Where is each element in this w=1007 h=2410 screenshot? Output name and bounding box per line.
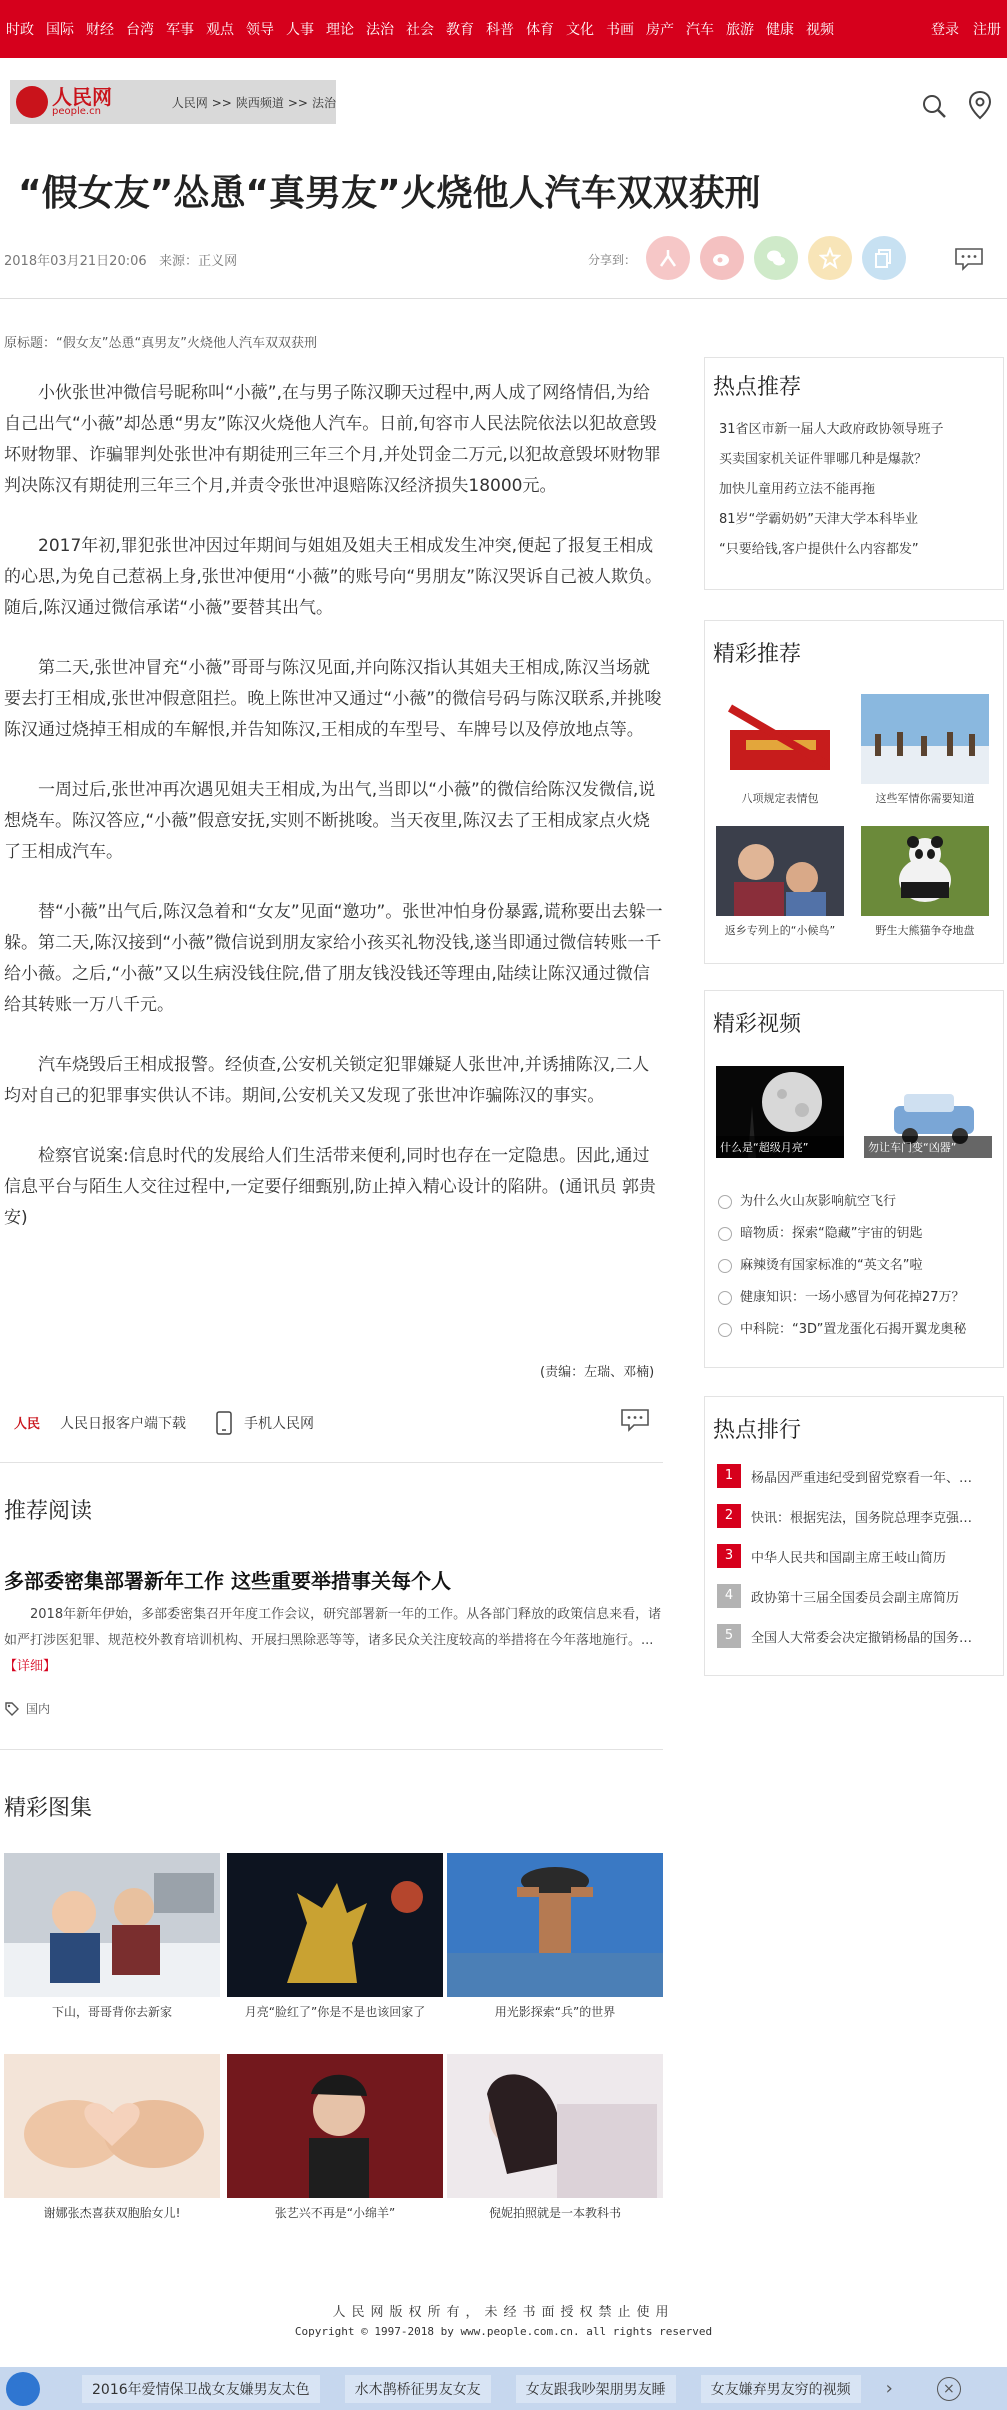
nav-item[interactable]: 书画: [606, 22, 634, 38]
footer-copyright: Copyright © 1997-2018 by www.people.com.cn. all rights reserved: [294, 2325, 713, 2338]
divider: [0, 1462, 663, 1463]
nav-item[interactable]: 观点: [206, 22, 234, 38]
video-thumb[interactable]: [864, 1066, 992, 1158]
article-paragraph: 一周过后,张世冲再次遇见姐夫王相成,为出气,当即以“小薇”的微信给陈汉发微信,说想烧车。陈汉答应,“小薇”假意安抚,实则不断挑唆。当天夜里,陈汉去了王相成家点火烧了王相成汽车。: [4, 780, 656, 862]
recommend-headline[interactable]: 多部委密集部署新年工作 这些重要举措事关每个人: [4, 1569, 451, 1593]
nav-item[interactable]: 时政: [6, 22, 34, 38]
comment-icon[interactable]: [954, 247, 984, 275]
login-link[interactable]: 登录: [931, 22, 959, 38]
gallery-item[interactable]: [227, 1853, 443, 2020]
tag-label[interactable]: 国内: [26, 1702, 51, 1716]
breadcrumb-item[interactable]: 陕西频道: [235, 95, 284, 110]
breadcrumb-item[interactable]: 法治: [311, 95, 336, 110]
hot-rank-box: [704, 1396, 1004, 1676]
bottom-link[interactable]: 2016年爱情保卫战女友嫌男友太色: [82, 2375, 320, 2403]
video-list: [718, 1186, 996, 1346]
video-link-text: 为什么火山灰影响航空飞行: [740, 1194, 897, 1209]
gallery-caption: 下山，哥哥背你去新家: [51, 2005, 172, 2019]
play-icon: [718, 1259, 732, 1273]
rank-number: 3: [717, 1544, 741, 1568]
article-paragraph: 汽车烧毁后王相成报警。经侦查,公安机关锁定犯罪嫌疑人张世冲,并诱捕陈汉,二人均对自己的犯罪事实供认不讳。期间,公安机关又发现了张世冲诈骗陈汉的事实。: [4, 1055, 650, 1106]
source-link[interactable]: 正义网: [198, 254, 238, 269]
rank-item[interactable]: [717, 1536, 991, 1576]
featured-photo: [716, 826, 844, 916]
hot-rank-title: 热点排行: [713, 1418, 802, 1443]
article-meta: [4, 250, 237, 269]
rank-text: 中华人民共和国副主席王岐山简历: [751, 1550, 947, 1566]
featured-caption: 八项规定表情包: [741, 792, 819, 805]
search-ad-icon[interactable]: [6, 2372, 40, 2406]
nav-item[interactable]: 理论: [326, 22, 354, 38]
rank-item[interactable]: [717, 1616, 991, 1656]
video-title: 精彩视频: [713, 1012, 802, 1037]
gallery-photo: [447, 1853, 663, 1997]
gallery-item[interactable]: [4, 2054, 220, 2221]
nav-item[interactable]: 视频: [806, 22, 834, 38]
recommend-summary-text: 2018年新年伊始，多部委密集召开年度工作会议，研究部署新一年的工作。从各部门释放的政策信息来看，诸如严打涉医犯罪、规范校外教育培训机构、开展扫黑除恶等等，诸多民众关注度较高的举措将在今年落地施行。...: [4, 1607, 662, 1648]
play-icon: [718, 1291, 732, 1305]
featured-photo: [716, 694, 844, 784]
tag: [4, 1700, 50, 1717]
read-more-link[interactable]: 【详细】: [4, 1659, 57, 1674]
rank-text: 快讯：根据宪法，国务院总理李克强…: [751, 1510, 973, 1526]
divider: [0, 298, 1007, 299]
hot-rank-list: [705, 1444, 1003, 1656]
gallery-caption: 倪妮拍照就是一本教科书: [488, 2206, 621, 2220]
video-link-text: 中科院：“3D”置龙蛋化石揭开翼龙奥秘: [740, 1322, 967, 1337]
nav-item[interactable]: 旅游: [726, 22, 754, 38]
rank-text: 全国人大常委会决定撤销杨晶的国务…: [751, 1630, 973, 1646]
video-link-text: 麻辣烫有国家标准的“英文名”啦: [740, 1258, 923, 1273]
logo-mark-icon: [16, 86, 48, 118]
gallery-photo: [447, 2054, 663, 2198]
comment-icon[interactable]: [620, 1408, 650, 1436]
article-paragraph: 替“小薇”出气后,陈汉急着和“女友”见面“邀功”。张世冲怕身份暴露,谎称要出去躲一躲。第二天,陈汉接到“小薇”微信说到朋友家给小孩买礼物没钱,遂当即通过微信转账一千给小薇。之后,“小薇”又以生病没钱住院,借了朋友钱没钱还等理由,陆续让陈汉通过微信给其转账一万八千元。: [4, 902, 663, 1015]
share-favorite-icon[interactable]: [808, 236, 852, 280]
nav-item[interactable]: 体育: [526, 22, 554, 38]
nav-item[interactable]: 领导: [246, 22, 274, 38]
mobile-phone-icon: [216, 1411, 232, 1435]
nav-item[interactable]: 人事: [286, 22, 314, 38]
bottom-ad-bar: [0, 2367, 1007, 2410]
video-thumb[interactable]: [716, 1066, 844, 1158]
featured-item[interactable]: [861, 826, 989, 938]
bottom-link[interactable]: 女友跟我吵架朋男友睡: [516, 2375, 676, 2403]
featured-caption: 返乡专列上的“小候鸟”: [724, 924, 836, 937]
share-weibo-icon[interactable]: [700, 236, 744, 280]
share-label: 分享到：: [588, 253, 637, 267]
video-caption: 什么是“超级月亮”: [716, 1136, 844, 1158]
gallery-photo: [4, 2054, 220, 2198]
gallery-item[interactable]: [227, 2054, 443, 2221]
gallery-item[interactable]: [4, 1853, 220, 2020]
video-link[interactable]: [718, 1250, 996, 1282]
featured-caption: 这些军情你需要知道: [875, 792, 975, 805]
rank-text: 政协第十三届全国委员会副主席简历: [751, 1590, 960, 1606]
gallery-item[interactable]: [447, 2054, 663, 2221]
video-link-text: 暗物质：探索“隐藏”宇宙的钥匙: [740, 1226, 923, 1241]
register-link[interactable]: 注册: [973, 22, 1001, 38]
site-logo[interactable]: [10, 80, 172, 124]
recommend-section-title: 推荐阅读: [4, 1499, 93, 1524]
gallery-caption: 月亮“脸红了”你是不是也该回家了: [244, 2005, 426, 2019]
gallery-item[interactable]: [447, 1853, 663, 2020]
app-download-link[interactable]: 人民日报客户端下载: [60, 1416, 186, 1432]
rank-number: 2: [717, 1504, 741, 1528]
recommend-summary: [4, 1602, 664, 1680]
rank-item[interactable]: [717, 1456, 991, 1496]
featured-photo: [861, 694, 989, 784]
featured-item[interactable]: [716, 826, 844, 938]
site-header: [10, 80, 336, 124]
share-copy-icon[interactable]: [862, 236, 906, 280]
play-icon: [718, 1195, 732, 1209]
nav-item[interactable]: 社会: [406, 22, 434, 38]
list-item[interactable]: “只要给钱,客户提供什么内容都发”: [719, 542, 919, 557]
article-paragraph: 2017年初,罪犯张世冲因过年期间与姐姐及姐夫王相成发生冲突,便起了报复王相成的心思,为免自己惹祸上身,张世冲便用“小薇”的账号向“男朋友”陈汉哭诉自己被人欺负。随后,陈汉通过微信承诺“小薇”要替其出气。: [4, 536, 663, 618]
nav-item[interactable]: 教育: [446, 22, 474, 38]
hot-recommend-list: [705, 401, 1003, 565]
people-daily-logo-icon: [14, 1412, 50, 1434]
rank-text: 杨晶因严重违纪受到留党察看一年、…: [751, 1470, 973, 1486]
article-paragraph: 小伙张世冲微信号昵称叫“小薇”,在与男子陈汉聊天过程中,两人成了网络情侣,为给自己出气“小薇”却怂恿“男友”陈汉火烧他人汽车。日前,旬容市人民法院依法以犯故意毁坏财物罪、诈骗罪判处张世冲有期徒刑三年三个月,并处罚金二万元,以犯故意毁坏财物罪判决陈汉有期徒刑三年三个月,并责令张世冲退赔陈汉经济损失18000元。: [4, 383, 661, 496]
rank-number: 5: [717, 1624, 741, 1648]
top-nav: [0, 0, 1007, 58]
rank-item[interactable]: [717, 1576, 991, 1616]
bottom-link[interactable]: 女友嫌弃男友穷的视频: [701, 2375, 861, 2403]
list-item[interactable]: 81岁“学霸奶奶”天津大学本科毕业: [719, 512, 919, 527]
breadcrumb-separator: >>: [211, 95, 232, 110]
gallery-section-title: 精彩图集: [4, 1796, 93, 1821]
svg-text:人民: 人民: [14, 1417, 41, 1432]
video-link-text: 健康知识：一场小感冒为何花掉27万？: [740, 1290, 965, 1305]
featured-item[interactable]: [716, 694, 844, 806]
nav-item[interactable]: 汽车: [686, 22, 714, 38]
video-link[interactable]: [718, 1314, 996, 1346]
article-paragraph: 检察官说案:信息时代的发展给人们生活带来便利,同时也存在一定隐患。因此,通过信息平台与陌生人交往过程中,一定要仔细甄别,防止掉入精心设计的陷阱。(通讯员 郭贵安): [4, 1146, 656, 1228]
footer-rights: 人民网版权所有，未经书面授权禁止使用: [332, 2305, 675, 2320]
original-title: 原标题：“假女友”怂恿“真男友”火烧他人汽车双双获刑: [4, 336, 317, 351]
article-title: “假女友”怂恿“真男友”火烧他人汽车双双获刑: [18, 173, 761, 214]
gallery-photo: [227, 1853, 443, 1997]
play-icon: [718, 1323, 732, 1337]
search-icon[interactable]: [920, 92, 948, 120]
breadcrumb-item[interactable]: 人民网: [171, 95, 208, 110]
video-caption: 勿让车门变“凶器”: [864, 1136, 992, 1158]
rank-item[interactable]: [717, 1496, 991, 1536]
share-people-icon[interactable]: [646, 236, 690, 280]
nav-item[interactable]: 台湾: [126, 22, 154, 38]
list-item[interactable]: 加快儿童用药立法不能再拖: [719, 482, 876, 497]
article-paragraph: 第二天,张世冲冒充“小薇”哥哥与陈汉见面,并向陈汉指认其姐夫王相成,陈汉当场就要去打王相成,张世冲假意阻拦。晚上陈世冲又通过“小薇”的微信号码与陈汉联系,并挑唆陈汉通过烧掉王相成的车解恨,并告知陈汉,王相成的车型号、车牌号以及停放地点等。: [4, 658, 662, 740]
nav-item[interactable]: 法治: [366, 22, 394, 38]
breadcrumb: [172, 94, 336, 111]
hot-recommend-title: 热点推荐: [713, 375, 802, 400]
divider: [0, 1749, 663, 1750]
share-wechat-icon[interactable]: [754, 236, 798, 280]
nav-item[interactable]: 健康: [766, 22, 794, 38]
article-body: [4, 378, 664, 1263]
video-link[interactable]: [718, 1218, 996, 1250]
nav-item[interactable]: 军事: [166, 22, 194, 38]
gallery-caption: 谢娜张杰喜获双胞胎女儿!: [43, 2206, 181, 2220]
play-icon: [718, 1227, 732, 1241]
location-pin-icon[interactable]: [966, 90, 994, 118]
nav-item[interactable]: 科普: [486, 22, 514, 38]
publish-date: 2018年03月21日20:06: [4, 254, 147, 269]
gallery-caption: 张艺兴不再是“小绵羊”: [274, 2206, 396, 2220]
gallery-photo: [4, 1853, 220, 1997]
bottom-link[interactable]: 水木鹊桥征男友女友: [345, 2375, 491, 2403]
video-link[interactable]: [718, 1186, 996, 1218]
featured-item[interactable]: [861, 694, 989, 806]
featured-caption: 野生大熊猫争夺地盘: [875, 924, 975, 937]
editor-credit: (责编：左瑞、邓楠): [540, 1365, 655, 1380]
hot-recommend-box: [704, 357, 1004, 590]
chevron-right-icon[interactable]: ›: [885, 2378, 893, 2399]
rank-number: 1: [717, 1464, 741, 1488]
gallery-photo: [227, 2054, 443, 2198]
source-label: 来源：: [159, 254, 199, 269]
video-link[interactable]: [718, 1282, 996, 1314]
logo-text: 人民网: [52, 84, 112, 109]
nav-item[interactable]: 房产: [646, 22, 674, 38]
breadcrumb-separator: >>: [287, 95, 308, 110]
download-bar: [14, 1408, 314, 1438]
nav-item[interactable]: 国际: [46, 22, 74, 38]
list-item[interactable]: 买卖国家机关证件罪哪几种是爆款？: [719, 452, 928, 467]
gallery-caption: 用光影探索“兵”的世界: [494, 2005, 616, 2019]
logo-domain: people.cn: [52, 105, 101, 117]
nav-item[interactable]: 财经: [86, 22, 114, 38]
mobile-site-link[interactable]: 手机人民网: [244, 1416, 314, 1432]
nav-item[interactable]: 文化: [566, 22, 594, 38]
close-icon[interactable]: ×: [937, 2377, 961, 2401]
rank-number: 4: [717, 1584, 741, 1608]
featured-title: 精彩推荐: [713, 642, 802, 667]
tag-icon: [4, 1701, 20, 1717]
featured-photo: [861, 826, 989, 916]
list-item[interactable]: 31省区市新一届人大政府政协领导班子: [719, 422, 944, 437]
